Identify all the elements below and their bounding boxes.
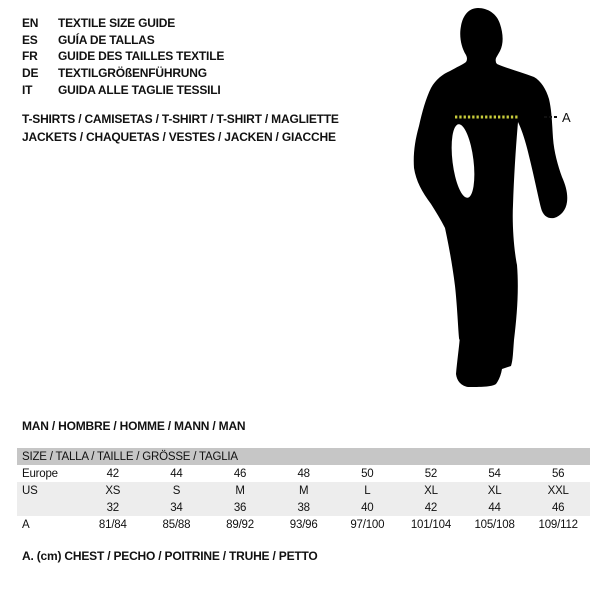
- language-label: GUÍA DE TALLAS: [58, 32, 155, 47]
- table-cell: XL: [487, 484, 502, 497]
- table-cell: 81/84: [98, 518, 127, 531]
- table-cell: 46: [233, 467, 247, 480]
- table-cell: 42: [424, 501, 438, 514]
- language-row-en: [22, 15, 224, 32]
- language-code: DE: [22, 66, 39, 81]
- table-cell: 56: [551, 467, 565, 480]
- table-cell: XXL: [547, 484, 569, 497]
- language-list: [22, 15, 224, 98]
- table-row-us-numeric: [17, 499, 590, 516]
- language-label: GUIDE DES TAILLES TEXTILE: [58, 49, 225, 64]
- table-cell: 50: [361, 467, 374, 480]
- table-cell: 36: [233, 501, 247, 514]
- table-cell: 46: [551, 501, 565, 514]
- language-label: TEXTILGRÖßENFÜHRUNG: [58, 66, 207, 81]
- table-cell: 54: [488, 467, 501, 480]
- category-line-tshirts: T-SHIRTS / CAMISETAS / T-SHIRT / T-SHIRT / MAGLIETTE: [22, 112, 339, 126]
- section-heading-man: MAN / HOMBRE / HOMME / MANN / MAN: [22, 419, 246, 433]
- garment-categories: [22, 110, 339, 146]
- language-row-es: [22, 32, 224, 49]
- chest-measure-footnote: A. (cm) CHEST / PECHO / POITRINE / TRUHE / PETTO: [22, 549, 318, 563]
- table-cell: 44: [170, 467, 183, 480]
- table-cell: M: [298, 484, 309, 497]
- table-cell: XS: [105, 484, 121, 497]
- measure-label-a: A: [562, 110, 571, 125]
- man-silhouette: [414, 8, 568, 387]
- language-row-it: [22, 81, 224, 98]
- row-label: A: [22, 518, 30, 531]
- table-cell: 93/96: [289, 518, 318, 531]
- language-label: GUIDA ALLE TAGLIE TESSILI: [58, 82, 221, 97]
- size-table-header: SIZE / TALLA / TAILLE / GRÖSSE / TAGLIA: [17, 448, 590, 465]
- size-table: [17, 448, 590, 533]
- table-cell: 52: [424, 467, 438, 480]
- table-cell: 85/88: [162, 518, 191, 531]
- language-code: IT: [22, 82, 33, 97]
- table-cell: 101/104: [410, 518, 452, 531]
- table-cell: L: [364, 484, 371, 497]
- table-row-chest-a: [17, 516, 590, 533]
- category-line-jackets: JACKETS / CHAQUETAS / VESTES / JACKEN / GIACCHE: [22, 130, 336, 145]
- table-cell: 44: [488, 501, 501, 514]
- table-cell: 40: [361, 501, 374, 514]
- table-cell: 34: [170, 501, 183, 514]
- table-cell: 89/92: [226, 518, 254, 531]
- table-cell: 109/112: [538, 518, 578, 531]
- table-cell: XL: [424, 484, 438, 497]
- language-label: TEXTILE SIZE GUIDE: [58, 16, 176, 31]
- man-silhouette-figure: [400, 0, 600, 400]
- table-cell: 32: [106, 501, 120, 514]
- table-cell: 105/108: [474, 518, 515, 531]
- row-label: Europe: [22, 467, 58, 480]
- table-cell: 38: [297, 501, 310, 514]
- table-cell: 48: [297, 467, 310, 480]
- table-cell: M: [235, 484, 245, 497]
- language-row-de: [22, 65, 224, 82]
- row-label: US: [22, 484, 38, 497]
- table-row-europe: [17, 465, 590, 482]
- language-row-fr: [22, 48, 224, 65]
- language-code: FR: [22, 49, 38, 64]
- table-cell: S: [172, 484, 181, 497]
- table-row-us: [17, 482, 590, 499]
- language-code: ES: [22, 32, 38, 47]
- language-code: EN: [22, 16, 39, 31]
- table-cell: 97/100: [350, 518, 385, 531]
- table-cell: 42: [106, 467, 120, 480]
